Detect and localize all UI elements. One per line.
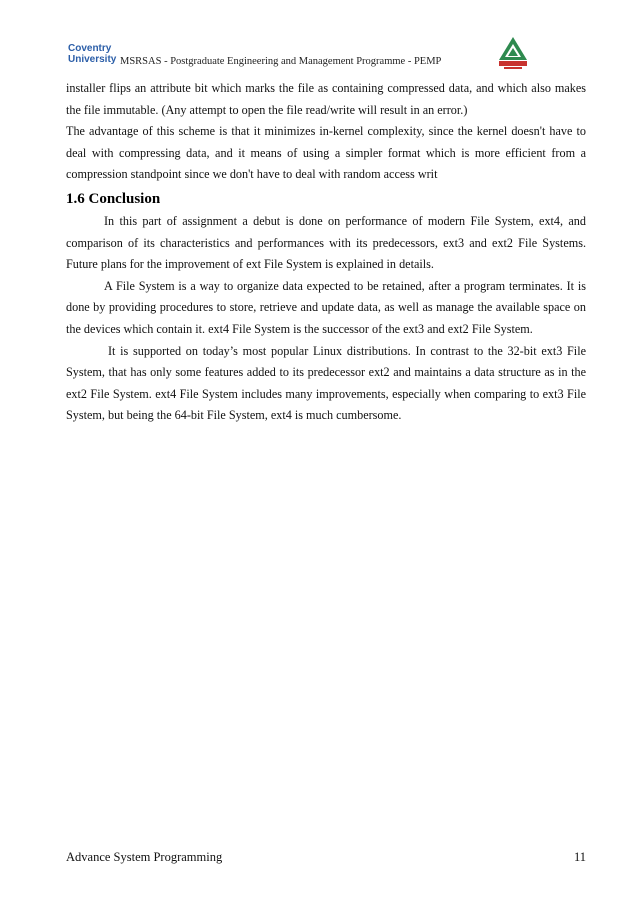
document-body — [66, 78, 586, 427]
page-number: 11 — [573, 850, 586, 864]
paragraph-advantage: The advantage of this scheme is that it minimizes in-kernel complexity, since the kernel doesn't have to deal with compressing data, and it means of using a simpler format which is more efficient from a compression standpoint since we don't have to deal with random access writ — [66, 124, 586, 182]
logo-line-1: Coventry — [68, 43, 112, 54]
paragraph-compression-installer: installer flips an attribute bit which marks the file as containing compressed data, and which also makes the file immutable. (Any attempt to open the file read/write will result in an error.) — [66, 81, 586, 117]
paragraph-file-system-definition: A File System is a way to organize data expected to be retained, after a program terminates. It is done by providing procedures to store, retrieve and update data, as well as manage the available space on the devices which contain it. ext4 File System is the successor of the ext3 and ext2 File System. — [66, 278, 586, 336]
paragraph-conclusion-intro: In this part of assignment a debut is done on performance of modern File System, ext4, and comparison of its characteristics and performances with its predecessors, ext3 and ext2 File Systems. Future plans for the improvement of ext File System is explained in details. — [66, 213, 586, 272]
paragraph-ext4-support: It is supported on today’s most popular Linux distributions. In contrast to the 32-bit ext3 File System, that has only some features added to its predecessor ext2 and maintains a data structure as in the ext2 File System. ext4 File System includes many improvements, especially when comparing to ext3 File System, but being the 64-bit File System, ext4 is much cumbersome. — [66, 343, 586, 423]
header-title: MSRSAS - Postgraduate Engineering and Management Programme - PEMP — [120, 56, 442, 67]
msrsas-logo — [496, 34, 530, 72]
logo-line-2: University — [68, 54, 117, 65]
footer-course-title: Advance System Programming — [66, 850, 223, 864]
page-header — [66, 34, 588, 74]
coventry-university-logo — [66, 40, 122, 66]
section-heading-conclusion: 1.6 Conclusion — [66, 190, 161, 207]
